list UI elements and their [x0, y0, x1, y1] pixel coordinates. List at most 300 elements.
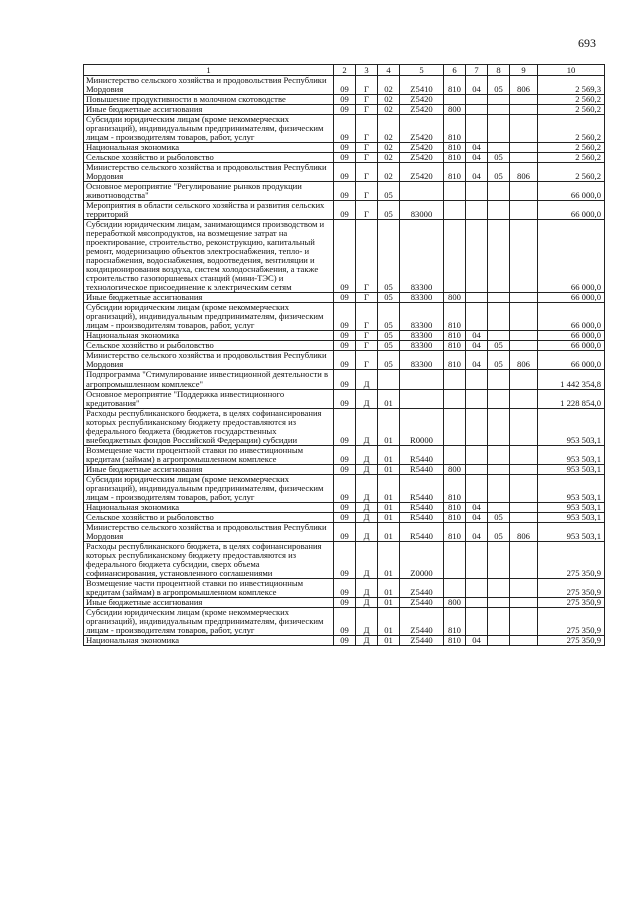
cell-code-4: 01: [378, 389, 400, 408]
cell-code-6: 810: [444, 163, 466, 182]
table-row: [84, 182, 605, 201]
cell-amount: 66 000,0: [538, 351, 605, 370]
cell-code-8: [488, 201, 510, 220]
cell-code-6: [444, 95, 466, 105]
table-row: [84, 635, 605, 645]
cell-code-6: [444, 389, 466, 408]
cell-code-4: 02: [378, 153, 400, 163]
cell-name: Иные бюджетные ассигнования: [84, 105, 334, 115]
cell-code-7: 04: [466, 163, 488, 182]
cell-amount: 66 000,0: [538, 220, 605, 293]
cell-code-6: [444, 541, 466, 578]
table-row: [84, 293, 605, 303]
cell-code-4: 02: [378, 143, 400, 153]
cell-code-3: Г: [356, 201, 378, 220]
table-body: [84, 76, 605, 646]
cell-code-4: 05: [378, 331, 400, 341]
cell-code-6: 800: [444, 293, 466, 303]
cell-code-2: 09: [334, 115, 356, 143]
header-col-7: 7: [466, 65, 488, 76]
cell-code-8: [488, 293, 510, 303]
cell-code-5: [400, 389, 444, 408]
cell-code-9: [510, 408, 538, 445]
cell-code-5: R5440: [400, 522, 444, 541]
cell-amount: 2 560,2: [538, 153, 605, 163]
cell-code-5: 83300: [400, 303, 444, 331]
cell-code-9: [510, 370, 538, 389]
cell-code-8: [488, 303, 510, 331]
cell-code-6: 810: [444, 351, 466, 370]
cell-code-8: [488, 445, 510, 464]
cell-code-3: Г: [356, 293, 378, 303]
cell-code-8: [488, 389, 510, 408]
cell-code-2: 09: [334, 303, 356, 331]
cell-code-9: [510, 464, 538, 474]
cell-name: Национальная экономика: [84, 635, 334, 645]
cell-amount: 2 560,2: [538, 105, 605, 115]
cell-code-4: 01: [378, 512, 400, 522]
cell-code-3: Г: [356, 115, 378, 143]
table-row: [84, 541, 605, 578]
cell-code-7: 04: [466, 522, 488, 541]
cell-code-8: [488, 95, 510, 105]
cell-code-4: 05: [378, 182, 400, 201]
cell-code-2: 09: [334, 182, 356, 201]
cell-code-3: Г: [356, 143, 378, 153]
cell-amount: 953 503,1: [538, 464, 605, 474]
header-col-5: 5: [400, 65, 444, 76]
cell-code-5: Z5420: [400, 153, 444, 163]
cell-amount: 2 569,3: [538, 76, 605, 95]
cell-code-4: 02: [378, 76, 400, 95]
header-col-9: 9: [510, 65, 538, 76]
cell-code-7: [466, 474, 488, 502]
cell-name: Мероприятия в области сельского хозяйства и развития сельских территорий: [84, 201, 334, 220]
cell-code-6: 810: [444, 502, 466, 512]
cell-code-9: [510, 105, 538, 115]
cell-code-3: Д: [356, 445, 378, 464]
cell-code-7: [466, 201, 488, 220]
cell-code-8: [488, 541, 510, 578]
cell-code-6: 810: [444, 635, 466, 645]
cell-code-4: 01: [378, 607, 400, 635]
cell-code-7: [466, 541, 488, 578]
cell-code-4: 01: [378, 408, 400, 445]
cell-amount: 1 228 854,0: [538, 389, 605, 408]
cell-code-9: [510, 95, 538, 105]
cell-code-9: [510, 445, 538, 464]
cell-name: Субсидии юридическим лицам (кроме некоммерческих организаций), индивидуальным предпринимателям, физическим лицам - производителям товаров, работ, услуг: [84, 115, 334, 143]
cell-code-4: [378, 370, 400, 389]
cell-code-5: 83300: [400, 341, 444, 351]
table-row: [84, 445, 605, 464]
cell-name: Основное мероприятие "Регулирование рынков продукции животноводства": [84, 182, 334, 201]
cell-code-3: Г: [356, 182, 378, 201]
cell-code-4: 01: [378, 464, 400, 474]
cell-code-3: Г: [356, 331, 378, 341]
cell-code-2: 09: [334, 389, 356, 408]
cell-code-2: 09: [334, 445, 356, 464]
cell-code-4: 05: [378, 220, 400, 293]
cell-code-9: [510, 331, 538, 341]
cell-code-3: Г: [356, 303, 378, 331]
table-row: [84, 474, 605, 502]
header-col-4: 4: [378, 65, 400, 76]
cell-code-8: 05: [488, 76, 510, 95]
cell-code-7: 04: [466, 502, 488, 512]
cell-code-2: 09: [334, 408, 356, 445]
header-col-8: 8: [488, 65, 510, 76]
cell-code-5: 83000: [400, 201, 444, 220]
page-number: 693: [578, 36, 596, 50]
cell-code-3: Г: [356, 220, 378, 293]
cell-name: Субсидии юридическим лицам (кроме некоммерческих организаций), индивидуальным предпринимателям, физическим лицам - производителям товаров, работ, услуг: [84, 474, 334, 502]
cell-code-7: [466, 607, 488, 635]
cell-code-4: 01: [378, 445, 400, 464]
cell-code-5: Z5420: [400, 143, 444, 153]
cell-name: Расходы республиканского бюджета, в целях софинансирования которых республиканскому бюджету предоставляются из федерального бюджета субсидии, сверх объема софинансирования, установленного соглашениями: [84, 541, 334, 578]
cell-code-2: 09: [334, 370, 356, 389]
cell-code-8: [488, 474, 510, 502]
cell-code-3: Д: [356, 502, 378, 512]
table-row: [84, 502, 605, 512]
table-row: [84, 351, 605, 370]
cell-name: Подпрограмма "Стимулирование инвестиционной деятельности в агропромышленном комплексе": [84, 370, 334, 389]
cell-amount: 275 350,9: [538, 607, 605, 635]
cell-code-6: [444, 220, 466, 293]
cell-name: Министерство сельского хозяйства и продовольствия Республики Мордовия: [84, 351, 334, 370]
cell-code-2: 09: [334, 201, 356, 220]
cell-code-5: R0000: [400, 408, 444, 445]
cell-name: Иные бюджетные ассигнования: [84, 464, 334, 474]
cell-amount: 275 350,9: [538, 635, 605, 645]
cell-code-7: [466, 303, 488, 331]
cell-code-2: 09: [334, 597, 356, 607]
cell-code-4: 05: [378, 293, 400, 303]
cell-code-4: 05: [378, 201, 400, 220]
table-row: [84, 331, 605, 341]
cell-name: Министерство сельского хозяйства и продовольствия Республики Мордовия: [84, 76, 334, 95]
cell-name: Сельское хозяйство и рыболовство: [84, 153, 334, 163]
cell-code-6: 810: [444, 331, 466, 341]
cell-code-7: 04: [466, 351, 488, 370]
cell-code-8: [488, 502, 510, 512]
cell-code-4: 02: [378, 163, 400, 182]
cell-code-5: Z5440: [400, 607, 444, 635]
cell-code-3: Д: [356, 578, 378, 597]
table-row: [84, 95, 605, 105]
cell-code-4: 02: [378, 95, 400, 105]
table-row: [84, 607, 605, 635]
cell-code-6: [444, 201, 466, 220]
cell-amount: 2 560,2: [538, 95, 605, 105]
cell-code-9: [510, 293, 538, 303]
cell-code-4: 01: [378, 578, 400, 597]
cell-code-8: 05: [488, 351, 510, 370]
cell-code-9: [510, 502, 538, 512]
cell-code-4: 01: [378, 502, 400, 512]
cell-code-2: 09: [334, 474, 356, 502]
cell-code-2: 09: [334, 351, 356, 370]
cell-amount: 2 560,2: [538, 143, 605, 153]
header-col-1: 1: [84, 65, 334, 76]
cell-name: Расходы республиканского бюджета, в целях софинансирования которых республиканскому бюджету предоставляются из федерального бюджета (бюджетов государственных внебюджетных фондов Российской Федерации) субсидии: [84, 408, 334, 445]
cell-code-2: 09: [334, 153, 356, 163]
cell-code-5: R5440: [400, 502, 444, 512]
cell-code-9: 806: [510, 522, 538, 541]
cell-code-8: [488, 578, 510, 597]
cell-code-9: [510, 143, 538, 153]
table-row: [84, 153, 605, 163]
cell-name: Повышение продуктивности в молочном скотоводстве: [84, 95, 334, 105]
cell-name: Министерство сельского хозяйства и продовольствия Республики Мордовия: [84, 522, 334, 541]
cell-code-7: [466, 597, 488, 607]
cell-code-5: Z0000: [400, 541, 444, 578]
cell-name: Субсидии юридическим лицам (кроме некоммерческих организаций), индивидуальным предпринимателям, физическим лицам - производителям товаров, работ, услуг: [84, 303, 334, 331]
cell-amount: 953 503,1: [538, 522, 605, 541]
cell-code-2: 09: [334, 502, 356, 512]
cell-amount: 66 000,0: [538, 303, 605, 331]
cell-code-9: 806: [510, 163, 538, 182]
cell-name: Субсидии юридическим лицам (кроме некоммерческих организаций), индивидуальным предпринимателям, физическим лицам - производителям товаров, работ, услуг: [84, 607, 334, 635]
cell-code-4: 01: [378, 474, 400, 502]
cell-name: Возмещение части процентной ставки по инвестиционным кредитам (займам) в агропромышленном комплексе: [84, 445, 334, 464]
cell-code-7: 04: [466, 635, 488, 645]
cell-code-2: 09: [334, 143, 356, 153]
cell-code-6: 810: [444, 153, 466, 163]
cell-code-5: [400, 182, 444, 201]
cell-code-5: Z5440: [400, 635, 444, 645]
cell-code-3: Д: [356, 389, 378, 408]
cell-code-2: 09: [334, 220, 356, 293]
cell-code-5: [400, 370, 444, 389]
cell-code-7: 04: [466, 153, 488, 163]
cell-code-5: 83300: [400, 220, 444, 293]
cell-code-9: [510, 115, 538, 143]
cell-code-2: 09: [334, 512, 356, 522]
table-row: [84, 464, 605, 474]
cell-code-3: Г: [356, 341, 378, 351]
cell-code-5: Z5420: [400, 163, 444, 182]
cell-code-7: 04: [466, 331, 488, 341]
cell-code-2: 09: [334, 331, 356, 341]
cell-code-9: [510, 201, 538, 220]
cell-amount: 953 503,1: [538, 408, 605, 445]
cell-code-5: Z5440: [400, 578, 444, 597]
cell-code-8: 05: [488, 341, 510, 351]
cell-code-6: [444, 182, 466, 201]
cell-amount: 953 503,1: [538, 474, 605, 502]
cell-name: Иные бюджетные ассигнования: [84, 293, 334, 303]
cell-code-6: 810: [444, 474, 466, 502]
cell-code-9: [510, 220, 538, 293]
cell-name: Субсидии юридическим лицам, занимающимся производством и переработкой мясопродуктов, на возмещение затрат на проектирование, строительство, реконструкцию, капитальный ремонт, модернизацию объектов электроснабжения, тепло- и пароснабжения, водоснабжения, водоотведения, вентиляции и кондиционирования воздуха, систем холодоснабжения, а также строительство газопоршневых станций (мини-ТЭС) и технологическое присоединение к электрическим сетям: [84, 220, 334, 293]
cell-code-5: R5440: [400, 464, 444, 474]
cell-code-2: 09: [334, 163, 356, 182]
cell-code-6: 810: [444, 76, 466, 95]
header-col-10: 10: [538, 65, 605, 76]
table-row: [84, 522, 605, 541]
cell-code-3: Д: [356, 474, 378, 502]
cell-code-2: 09: [334, 293, 356, 303]
cell-code-6: 800: [444, 597, 466, 607]
cell-code-8: 05: [488, 153, 510, 163]
cell-code-6: 810: [444, 522, 466, 541]
cell-code-3: Д: [356, 408, 378, 445]
cell-code-5: R5440: [400, 512, 444, 522]
cell-amount: 275 350,9: [538, 578, 605, 597]
cell-code-3: Д: [356, 597, 378, 607]
cell-code-2: 09: [334, 541, 356, 578]
cell-name: Основное мероприятие "Поддержка инвестиционного кредитования": [84, 389, 334, 408]
cell-code-7: [466, 370, 488, 389]
table-row: [84, 143, 605, 153]
cell-code-8: 05: [488, 163, 510, 182]
cell-code-6: 810: [444, 115, 466, 143]
table-header-row: [84, 65, 605, 76]
table-row: [84, 512, 605, 522]
cell-code-7: [466, 105, 488, 115]
cell-code-5: R5440: [400, 445, 444, 464]
table-row: [84, 370, 605, 389]
cell-code-9: [510, 541, 538, 578]
cell-code-4: 05: [378, 303, 400, 331]
cell-code-7: [466, 220, 488, 293]
table-row: [84, 597, 605, 607]
table-row: [84, 408, 605, 445]
cell-name: Национальная экономика: [84, 143, 334, 153]
cell-code-5: Z5410: [400, 76, 444, 95]
header-col-6: 6: [444, 65, 466, 76]
cell-code-8: [488, 464, 510, 474]
cell-code-6: 800: [444, 464, 466, 474]
cell-code-8: 05: [488, 512, 510, 522]
cell-code-3: Д: [356, 541, 378, 578]
cell-code-5: 83300: [400, 331, 444, 341]
cell-code-2: 09: [334, 76, 356, 95]
cell-code-2: 09: [334, 464, 356, 474]
cell-code-2: 09: [334, 341, 356, 351]
cell-code-9: 806: [510, 351, 538, 370]
table-row: [84, 341, 605, 351]
cell-code-2: 09: [334, 578, 356, 597]
cell-code-8: 05: [488, 522, 510, 541]
cell-code-3: Г: [356, 351, 378, 370]
cell-code-5: 83300: [400, 293, 444, 303]
cell-code-4: 02: [378, 115, 400, 143]
cell-code-7: [466, 408, 488, 445]
cell-code-8: [488, 370, 510, 389]
cell-code-6: 800: [444, 105, 466, 115]
cell-code-2: 09: [334, 607, 356, 635]
cell-code-3: Д: [356, 512, 378, 522]
cell-amount: 2 560,2: [538, 115, 605, 143]
cell-code-8: [488, 182, 510, 201]
cell-code-7: 04: [466, 76, 488, 95]
cell-code-3: Г: [356, 95, 378, 105]
cell-code-6: [444, 370, 466, 389]
cell-code-9: [510, 341, 538, 351]
cell-code-3: Г: [356, 153, 378, 163]
cell-code-9: [510, 474, 538, 502]
cell-code-7: [466, 95, 488, 105]
cell-code-4: 05: [378, 341, 400, 351]
cell-code-5: 83300: [400, 351, 444, 370]
table-row: [84, 303, 605, 331]
cell-name: Национальная экономика: [84, 502, 334, 512]
cell-code-6: 810: [444, 512, 466, 522]
cell-code-3: Д: [356, 464, 378, 474]
cell-amount: 66 000,0: [538, 341, 605, 351]
cell-code-5: Z5440: [400, 597, 444, 607]
cell-code-7: [466, 115, 488, 143]
cell-code-9: [510, 153, 538, 163]
table-row: [84, 115, 605, 143]
cell-name: Национальная экономика: [84, 331, 334, 341]
cell-amount: 275 350,9: [538, 597, 605, 607]
budget-table: [83, 64, 605, 646]
cell-code-5: R5440: [400, 474, 444, 502]
cell-amount: 953 503,1: [538, 502, 605, 512]
cell-name: Министерство сельского хозяйства и продовольствия Республики Мордовия: [84, 163, 334, 182]
cell-code-7: [466, 445, 488, 464]
cell-code-6: 810: [444, 607, 466, 635]
cell-code-8: [488, 115, 510, 143]
cell-code-7: 04: [466, 512, 488, 522]
table-row: [84, 163, 605, 182]
cell-code-7: 04: [466, 143, 488, 153]
cell-code-3: Г: [356, 105, 378, 115]
cell-code-4: 02: [378, 105, 400, 115]
cell-code-8: [488, 331, 510, 341]
cell-name: Сельское хозяйство и рыболовство: [84, 512, 334, 522]
cell-code-4: 01: [378, 597, 400, 607]
table-row: [84, 76, 605, 95]
cell-code-2: 09: [334, 635, 356, 645]
cell-code-4: 01: [378, 541, 400, 578]
cell-code-5: Z5420: [400, 115, 444, 143]
cell-amount: 66 000,0: [538, 293, 605, 303]
cell-code-7: [466, 389, 488, 408]
cell-name: Сельское хозяйство и рыболовство: [84, 341, 334, 351]
cell-code-8: [488, 635, 510, 645]
cell-code-9: [510, 303, 538, 331]
cell-code-5: Z5420: [400, 95, 444, 105]
cell-code-9: 806: [510, 76, 538, 95]
header-col-2: 2: [334, 65, 356, 76]
cell-code-9: [510, 597, 538, 607]
cell-code-3: Д: [356, 522, 378, 541]
cell-amount: 953 503,1: [538, 512, 605, 522]
cell-name: Иные бюджетные ассигнования: [84, 597, 334, 607]
cell-code-8: [488, 597, 510, 607]
cell-code-7: [466, 293, 488, 303]
cell-code-8: [488, 220, 510, 293]
table-row: [84, 105, 605, 115]
table-row: [84, 389, 605, 408]
cell-code-5: Z5420: [400, 105, 444, 115]
cell-code-9: [510, 607, 538, 635]
table-row: [84, 578, 605, 597]
cell-code-9: [510, 512, 538, 522]
cell-code-3: Г: [356, 76, 378, 95]
cell-code-8: [488, 408, 510, 445]
table-row: [84, 220, 605, 293]
cell-amount: 275 350,9: [538, 541, 605, 578]
cell-code-8: [488, 143, 510, 153]
cell-amount: 66 000,0: [538, 182, 605, 201]
cell-code-6: [444, 445, 466, 464]
